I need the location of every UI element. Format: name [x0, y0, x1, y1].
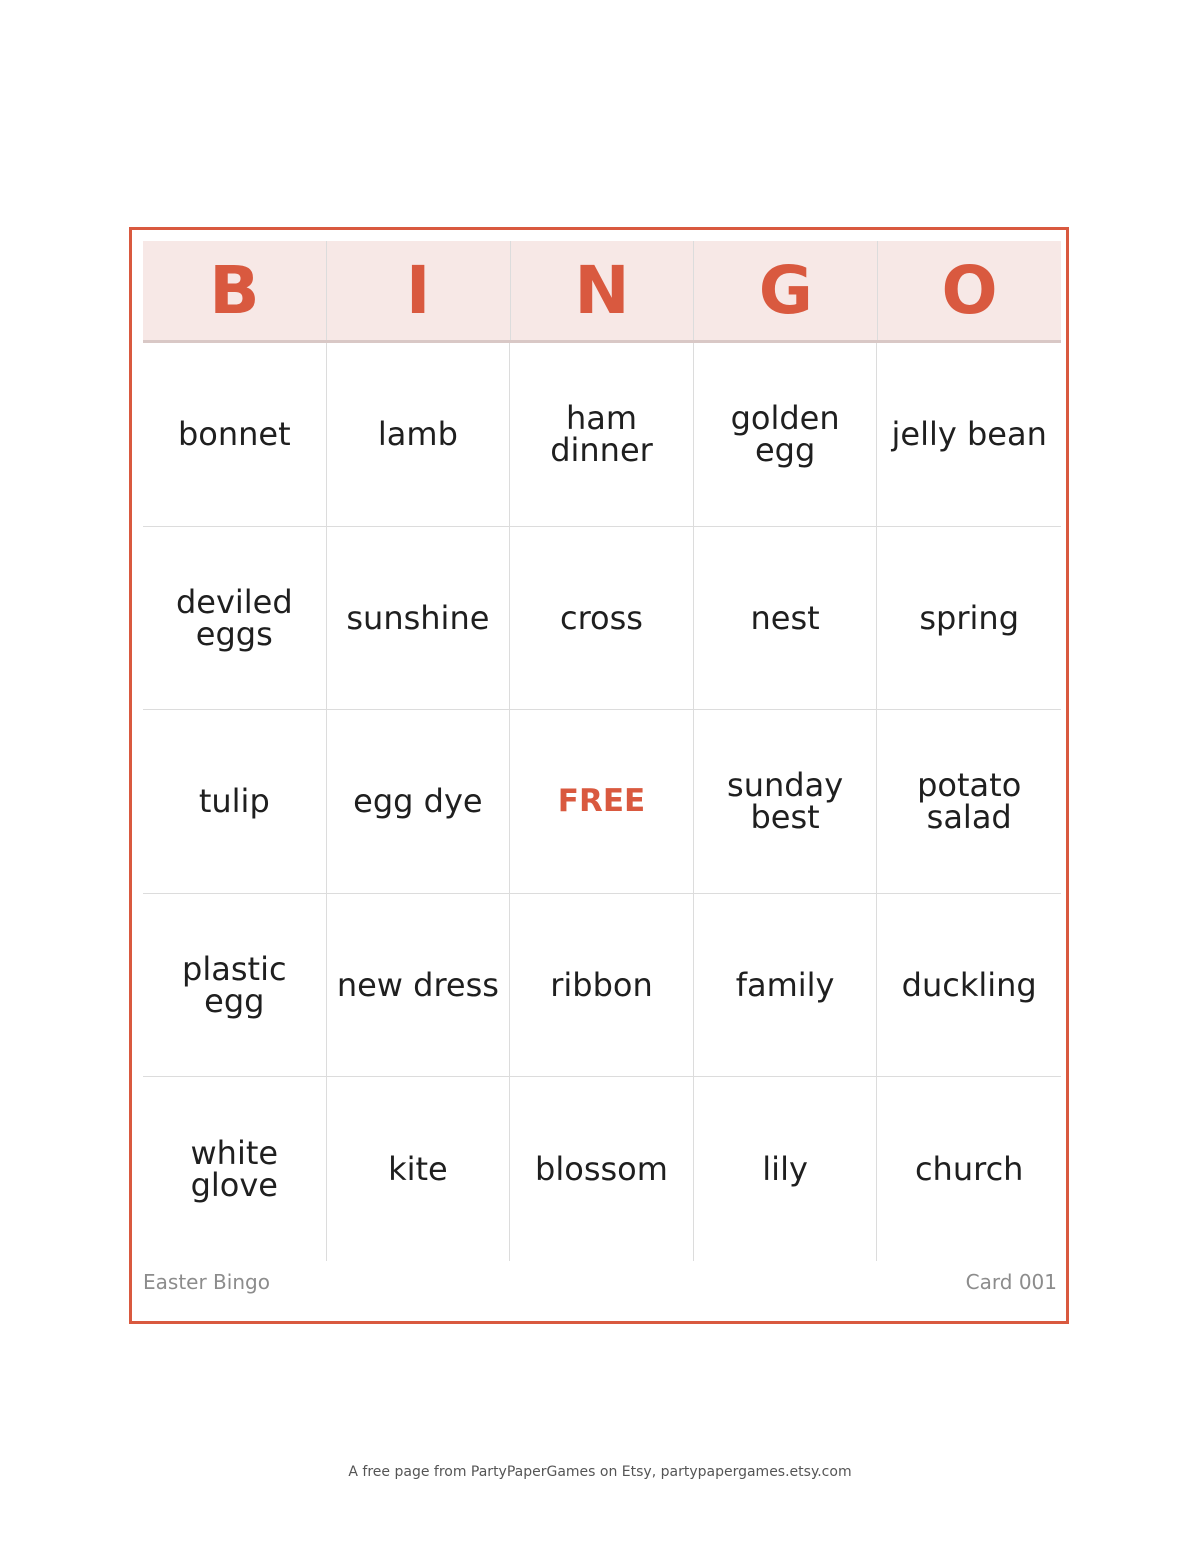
- bingo-cell[interactable]: tulip: [143, 710, 327, 894]
- bingo-cell[interactable]: lamb: [327, 343, 511, 527]
- bingo-cell[interactable]: golden egg: [694, 343, 878, 527]
- bingo-cell[interactable]: sunday best: [694, 710, 878, 894]
- card-number: Card 001: [965, 1270, 1057, 1294]
- bingo-cell[interactable]: jelly bean: [877, 343, 1061, 527]
- header-letter-n: N: [511, 241, 695, 340]
- bingo-cell[interactable]: new dress: [327, 894, 511, 1078]
- bingo-cell[interactable]: church: [914, 1150, 1024, 1189]
- bingo-cell[interactable]: blossom: [510, 1077, 694, 1261]
- bingo-cell[interactable]: ham dinner: [510, 343, 694, 527]
- page-credit: A free page from PartyPaperGames on Etsy, partypapergames.etsy.com: [348, 1464, 852, 1480]
- bingo-cell[interactable]: duckling: [877, 894, 1061, 1078]
- bingo-cell[interactable]: cross: [510, 527, 694, 711]
- bingo-cell[interactable]: egg dye: [327, 710, 511, 894]
- bingo-grid: [143, 343, 1061, 1261]
- header-letter-i: I: [327, 241, 511, 340]
- game-title: Easter Bingo: [143, 1270, 270, 1294]
- bingo-card: [129, 227, 1069, 1324]
- bingo-cell[interactable]: kite: [327, 1077, 511, 1261]
- bingo-cell[interactable]: sunshine: [327, 527, 511, 711]
- bingo-cell[interactable]: white glove: [143, 1077, 327, 1261]
- bingo-cell[interactable]: spring: [877, 527, 1061, 711]
- header-letter-g: G: [694, 241, 878, 340]
- bingo-cell[interactable]: bonnet: [143, 343, 327, 527]
- free-space-cell[interactable]: FREE: [510, 710, 694, 894]
- header-letter-o: O: [941, 252, 998, 329]
- header-letter-b: B: [143, 241, 327, 340]
- bingo-cell[interactable]: family: [694, 894, 878, 1078]
- bingo-header: [143, 241, 1061, 343]
- bingo-cell[interactable]: lily: [694, 1077, 878, 1261]
- bingo-cell[interactable]: deviled eggs: [143, 527, 327, 711]
- bingo-cell[interactable]: ribbon: [510, 894, 694, 1078]
- bingo-cell[interactable]: plastic egg: [143, 894, 327, 1078]
- bingo-cell[interactable]: nest: [694, 527, 878, 711]
- bingo-cell[interactable]: potato salad: [877, 710, 1061, 894]
